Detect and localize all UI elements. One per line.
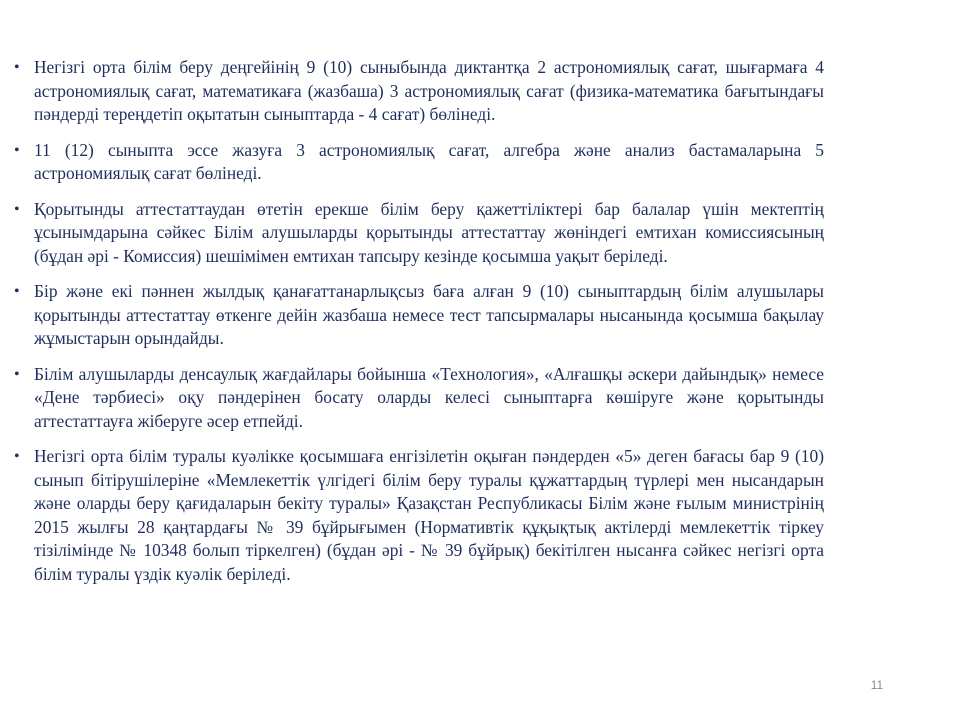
paragraph-text: Негізгі орта білім туралы куәлікке қосымшаға енгізілетін оқыған пәндерден «5» деген бағасы бар 9 (10) сынып бітірушілеріне «Мемлекеттік үлгідегі білім беру туралы құжаттардың түрлері мен нысандарын және оларды беру қағидаларын бекіту туралы» Қазақстан Республикасы Білім және ғылым министрінің 2015 жылғы 28 қаңтардағы № 39 бұйрығымен (Нормативтік құқықтық актілерді мемлекеттік тіркеу тізілімінде № 10348 болып тіркелген) (бұдан әрі - № 39 бұйрық) бекітілген нысанға сәйкес негізгі орта білім туралы үздік куәлік беріледі. <box>34 446 824 584</box>
paragraph-text: 11 (12) сыныпта эссе жазуға 3 астрономиялық сағат, алгебра және анализ бастамаларына 5 астрономиялық сағат бөлінеді. <box>34 139 824 183</box>
bullet-icon: • <box>14 59 20 76</box>
paragraph-text: Бір және екі пәннен жылдық қанағаттанарлықсыз баға алған 9 (10) сыныптардың білім алушылары қорытынды аттестаттау өткенге дейін жазбаша немесе тест тапсырмалары нысанында қосымша бақылау жұмыстарын орындайды. <box>34 281 824 348</box>
bullet-icon: • <box>14 365 20 383</box>
paragraph-text: Білім алушыларды денсаулық жағдайлары бойынша «Технология», «Алғашқы әскери дайындық» немесе «Дене тәрбиесі» оқу пәндерінен босату оларды келесі сыныптарға көшіруге және қорытынды аттестаттауға жіберуге әсер етпейді. <box>34 363 824 431</box>
list-item <box>14 280 824 351</box>
list-item <box>14 56 824 127</box>
paragraph-text: Негізгі орта білім беру деңгейінің 9 (10) сыныбында диктантқа 2 астрономиялық сағат, шығармаға 4 астрономиялық сағат, математикаға (жазбаша) 3 астрономиялық сағат (физика-математика бағытындағы пәндерді тереңдетіп оқытатын сыныптарда - 4 сағат) бөлінеді. <box>34 57 824 124</box>
bullet-icon: • <box>14 200 20 218</box>
paragraph-text: Қорытынды аттестаттаудан өтетін ерекше білім беру қажеттіліктері бар балалар үшін мектептің ұсынымдарына сәйкес Білім алушыларды қорытынды аттестаттау жөніндегі емтихан комиссиясының (бұдан әрі - Комиссия) шешімімен емтихан тапсыру кезінде қосымша уақыт беріледі. <box>34 198 824 266</box>
list-item <box>14 198 824 269</box>
bullet-icon: • <box>14 283 20 300</box>
list-item <box>14 445 824 586</box>
list-item <box>14 139 824 186</box>
bullet-icon: • <box>14 141 20 159</box>
bullet-icon: • <box>14 448 20 465</box>
bullet-list <box>14 56 824 598</box>
page-number: 11 <box>870 678 884 692</box>
list-item <box>14 363 824 434</box>
